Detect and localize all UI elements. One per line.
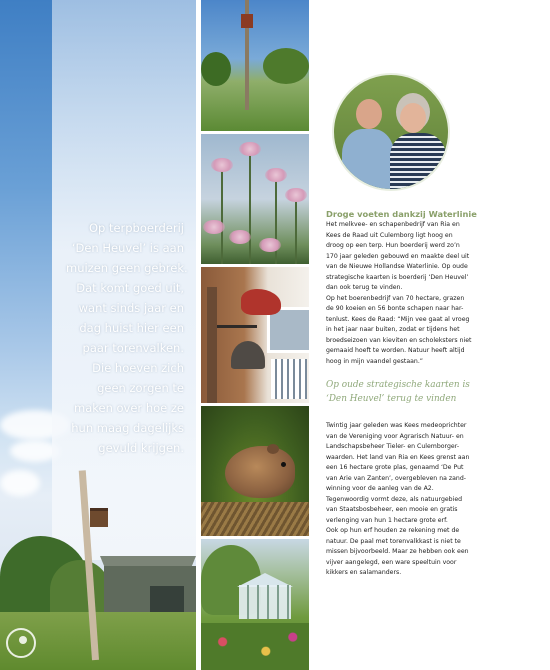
- rooster-weathervane-icon: [241, 289, 281, 315]
- article-intro: Het melkvee- en schapenbedrijf van Ria en Kees de Raad uit Culemborg ligt hoog en droog op een terp. Hun boerderij werd zo’n 170 jaar geleden gebouwd en maakte deel uit van de Nieuwe Hollandse Waterlinie. Op oude strategische kaarten is boerderij ‘Den Heuvel’ dan ook terug te vinden. Op het boerenbedrijf van 70 hectare, grazen de 90 koeien en 56 bonte schapen naar har- tenlust. Kees de Raad: “Mijn vee gaat al vroeg in het jaar naar buiten, zodat er tijdens het broedseizoen van kieviten en scholeksters niet gemaaid hoeft te worden. Natuur heeft altijd hoog in mijn vaandel gestaan.”: [326, 221, 472, 365]
- watermark-logo-icon: [6, 628, 36, 658]
- rooster-bell-photo: [201, 267, 309, 403]
- farmer-couple-portrait: [332, 73, 450, 191]
- greenhouse-icon: [239, 585, 291, 619]
- vole-icon: [225, 446, 295, 498]
- flowering-rush-photo: [201, 134, 309, 264]
- pull-quote: Op oude strategische kaarten is ‘Den Heuvel’ terug te vinden: [326, 380, 470, 404]
- bell-icon: [231, 341, 265, 369]
- kestrel-nest-box: [90, 508, 108, 527]
- article-body: Twintig jaar geleden was Kees medeoprichter van de Vereniging voor Agrarisch Natuur- en Landschapsbeheer Tieler- en Culemborger- waarden. Het land van Ria en Kees grenst aan een 16 hectare grote plas, genaamd ‘De Put van Arie van Zanten’, overgebleven na zand- winning voor de aanleg van de A2. Tegenwoordig vormt deze, als natuurgebied van Staatsbosbeheer, een mooie en gratis verlenging van hun 1 hectare grote erf. Ook op hun erf houden ze rekening met de natuur. De paal met torenvalkkast is niet te missen bijvoorbeeld. Maar ze hebben ook een vijver aangelegd, een ware speeltuin voor kikkers en salamanders.: [326, 422, 470, 576]
- greenhouse-garden-photo: [201, 539, 309, 670]
- intro-quote: Op terpboerderij ‘Den Heuvel’ is aan muizen geen gebrek. Dat komt goed uit, want sinds jaar en dag huist hier een paar torenvalken. Die hoeven zich geen zorgen te maken over hoe ze hun maag dagelijks gevuld krijgen.: [66, 221, 188, 455]
- article-heading: Droge voeten dankzij Waterlinie: [326, 209, 477, 219]
- birdhouse-pole-photo: [201, 0, 309, 131]
- vole-photo: [201, 406, 309, 536]
